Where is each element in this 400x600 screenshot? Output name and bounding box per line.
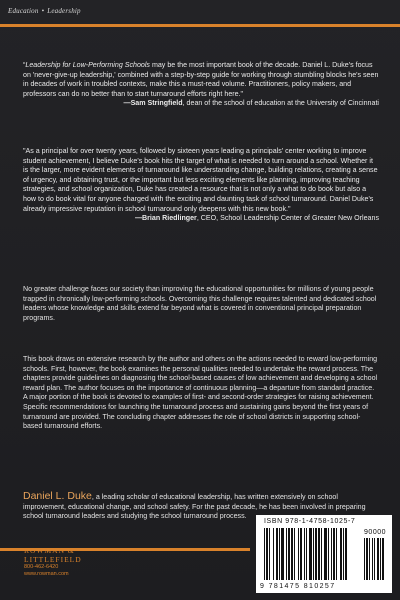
barcode-bars [262, 528, 386, 582]
isbn-number: ISBN 978-1-4758-1025-7 [264, 518, 356, 525]
quote-1-affiliation: , dean of the school of education at the University of Cincinnati [182, 99, 379, 108]
description-paragraph-2: This book draws on extensive research by the author and others on the actions needed to reward low-performing schools. First, however, the book examines the personal qualities needed to undertake the reward process. The chapters provide guidelines on diagnosing the school-based causes of low achievement and developing a school reward plan. The author focuses on the importance of continuous planning—a departure from standard practice. A major portion of the book is devoted to examples of first- and second-order strategies for raising achievement. Specific recommendations for launching the turnaround process and sustaining gains beyond the first years of turnaround are provided. The concluding chapter addresses the role of school districts in supporting school-based turnaround efforts. [23, 355, 378, 431]
endorsement-quote-2 [23, 147, 379, 224]
author-bio-text: , a leading scholar of educational leadership, has written extensively on school improvement, educational change, and school safety. For the past decade, he has been involved in preparing school turnaround leaders and studying the school turnaround process. [23, 493, 366, 521]
quote-1-name: —Sam Stringfield [123, 99, 183, 108]
quote-2-name: —Brian Riedlinger [134, 214, 197, 223]
category-separator: • [41, 7, 45, 15]
quote-1-attribution [23, 99, 379, 109]
category-label [8, 7, 81, 15]
quote-2-attribution [23, 214, 379, 224]
publisher-phone: 800-462-6420 [24, 564, 59, 570]
category-leadership: Leadership [47, 7, 81, 15]
book-title-italic: Leadership for Low-Performing Schools [25, 61, 150, 69]
category-education: Education [8, 7, 39, 15]
author-name: Daniel L. Duke [23, 490, 92, 502]
quote-1-text: may be the most important book of the decade. Daniel L. Duke's focus on 'never-give-up leadership,' combined with a step-by-step guide for working through stumbling blocks he's seen in decades of work in troubled contexts, make this a must-read volume. Practitioners, policy makers, and professors can do no better than to start turnaround efforts right here." [23, 61, 379, 98]
publisher-logo [24, 546, 82, 578]
endorsement-quote-1: “Leadership for Low-Performing Schools may be the most important book of the decade. Daniel L. Duke's focus on 'never-give-up leadership,' combined with a step-by-step guide for working through stumbling blocks he's seen in decades of work in troubled contexts, make this a must-read volume. Practitioners, policy makers, and professors can do no better than to start turnaround efforts right here." —Sam Stringfield, dean of the school of education at the University of Cincinnati [23, 61, 379, 108]
quote-2-text: "As a principal for over twenty years, followed by sixteen years leading a principals' center working to improve student achievement, I believe Duke's book hits the target of what is needed to turn around a school. Whether it is the larger, more evident elements of turnaround like understanding change, building relations, creating a sense of urgency, and obtaining trust, or the important but less exciting elements like planning, improving teaching strategies, and school organization, Duke has created a resource that is not only a what to do book but also a how to do book vital for anyone charged with the exciting and daunting task of school turnaround. Daniel Duke's already impressive reputation in school turnaround only deepens with this new book." [23, 147, 378, 213]
ean-digits: 9 781475 810257 [260, 583, 336, 590]
quote-2-affiliation: , CEO, School Leadership Center of Greater New Orleans [196, 214, 379, 223]
price-code: 90000 [364, 529, 386, 536]
top-accent-line [0, 24, 400, 27]
publisher-name-line2: LITTLEFIELD [24, 555, 82, 564]
publisher-name-line1: ROWMAN & [24, 546, 75, 555]
publisher-website: www.rowman.com [24, 571, 69, 577]
description-paragraph-1: No greater challenge faces our society than improving the educational opportunities for millions of young people trapped in chronically low-performing schools. Overcoming this challenge requires talented and dedicated school leaders whose knowledge and skills extend far beyond what is covered in conventional principal preparation programs. [23, 285, 377, 322]
isbn-barcode-box [256, 515, 392, 593]
